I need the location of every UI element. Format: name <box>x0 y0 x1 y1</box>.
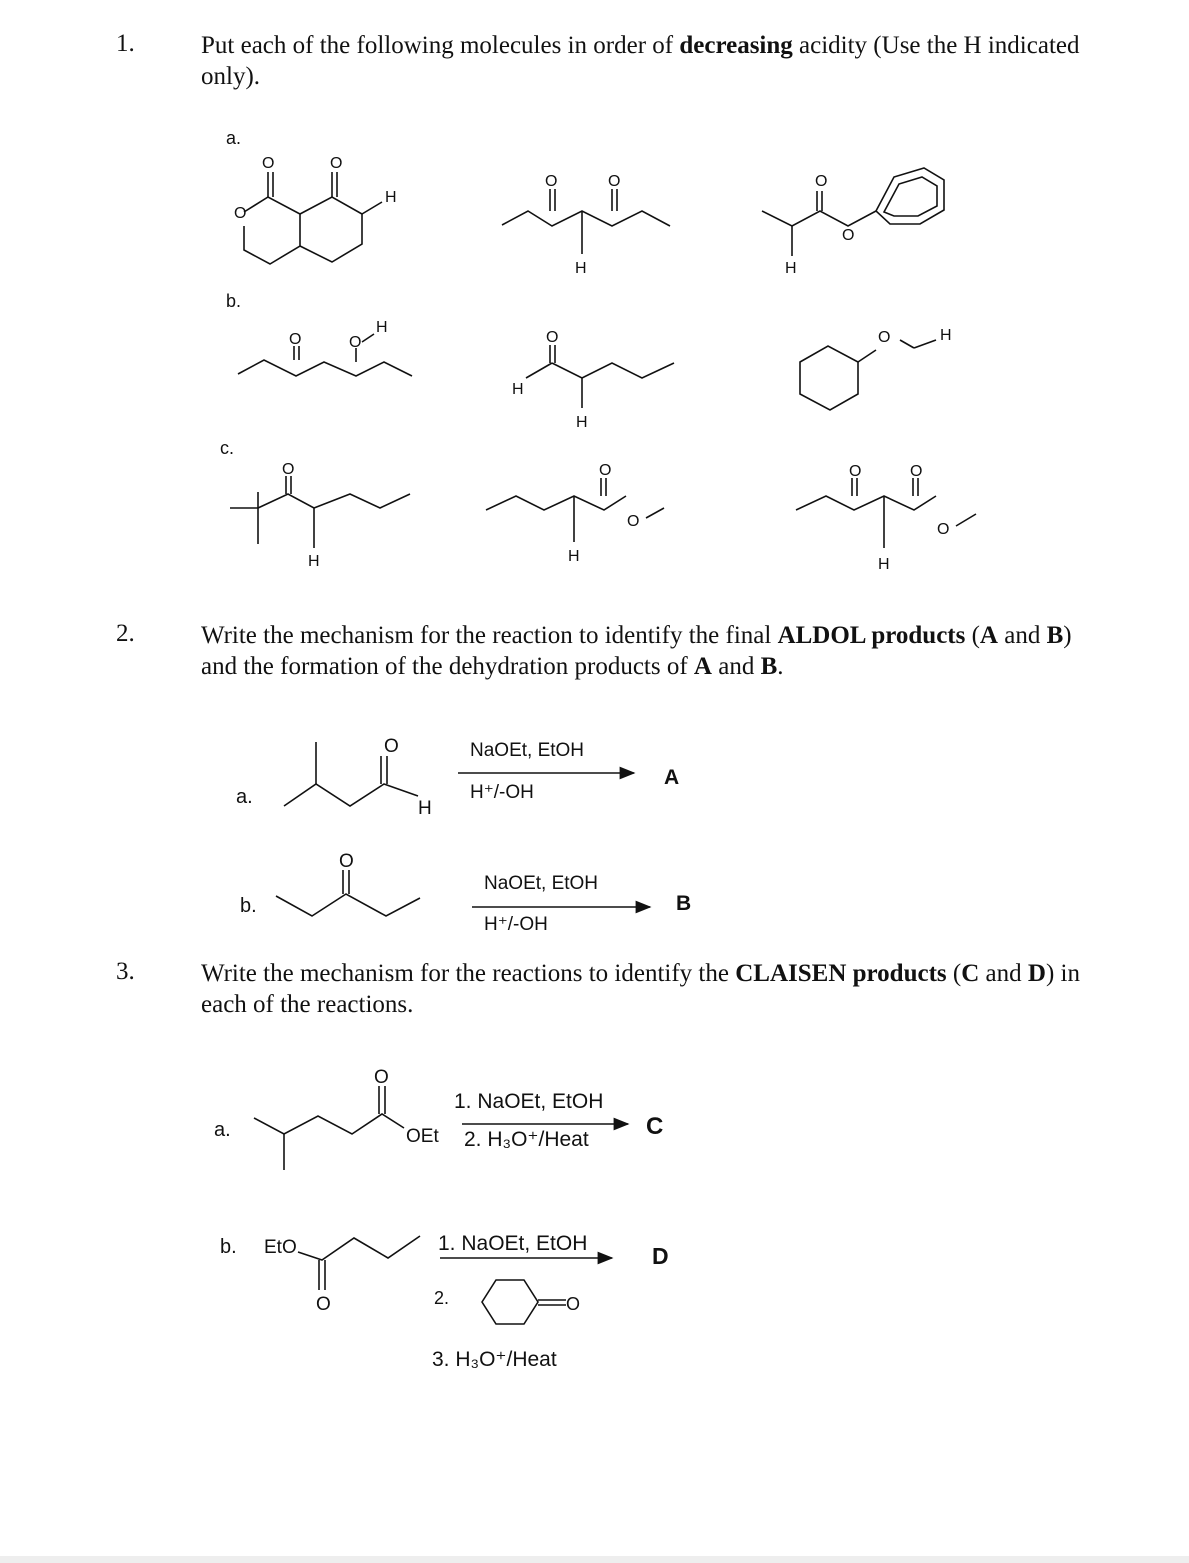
question-3-number: 3. <box>116 958 135 985</box>
q1a-m1-oxo-2: O <box>330 155 343 172</box>
q1b-molecule-1 <box>238 319 412 376</box>
q1c-m2-ester-oxygen: O <box>627 513 640 530</box>
q3a-step-2: 2. H₃O⁺/Heat <box>464 1128 589 1151</box>
q2a-reagent-top: NaOEt, EtOH <box>470 740 585 761</box>
q2b-reagent-top: NaOEt, EtOH <box>484 873 599 894</box>
q3b-cyclohexanone <box>482 1280 580 1324</box>
q1a-molecule-1 <box>234 155 397 264</box>
q1c-m2-oxo: O <box>599 462 612 479</box>
q3a-ester <box>254 1067 439 1170</box>
q3a-oxo: O <box>374 1067 389 1088</box>
q1c-m3-hydrogen: H <box>878 556 890 573</box>
q1b-m2-alpha-hydrogen: H <box>576 414 588 431</box>
q2b-reagent-bottom: H⁺/-OH <box>484 914 548 935</box>
q2a-reagent-bottom: H⁺/-OH <box>470 782 534 803</box>
q3a-oet: OEt <box>406 1126 439 1147</box>
q1b-m1-hydroxyl-oxygen: O <box>349 334 362 351</box>
q3-label-b: b. <box>220 1236 237 1258</box>
q2a-hydrogen: H <box>418 798 432 819</box>
q1c-m2-hydrogen: H <box>568 548 580 565</box>
q1b-molecule-2 <box>512 329 674 431</box>
q1c-m3-oxo-1: O <box>849 463 862 480</box>
q3b-step-3: 3. H₃O⁺/Heat <box>432 1348 557 1371</box>
q3a-step-1: 1. NaOEt, EtOH <box>454 1090 604 1113</box>
q1a-m2-oxo-1: O <box>545 173 558 190</box>
q1a-m1-hydrogen: H <box>385 189 397 206</box>
q1c-m1-oxo: O <box>282 461 295 478</box>
q3b-step-1: 1. NaOEt, EtOH <box>438 1232 588 1255</box>
question-2-number: 2. <box>116 620 135 647</box>
question-1-number: 1. <box>116 30 135 57</box>
q2-product-b: B <box>676 892 692 915</box>
question-2-text: Write the mechanism for the reaction to identify the final ALDOL products (A and B) and the formation of the dehydration products of A and B. <box>201 622 1072 680</box>
q1b-m1-hydrogen: H <box>376 319 388 336</box>
q2b-oxo: O <box>339 851 354 872</box>
q3b-cyclohexanone-oxo: O <box>566 1294 581 1314</box>
q1-row-label-b: b. <box>226 291 242 311</box>
q1b-m3-hydrogen: H <box>940 327 952 344</box>
q3b-oxo: O <box>316 1294 331 1315</box>
q3-product-c: C <box>646 1113 664 1140</box>
q1a-m3-oxo: O <box>815 173 828 190</box>
q1a-molecule-3 <box>762 168 944 277</box>
q1a-m3-ester-oxygen: O <box>842 227 855 244</box>
q2b-ketone <box>276 851 420 916</box>
q3b-step-2: 2. <box>434 1288 450 1308</box>
q1b-m2-oxo: O <box>546 329 559 346</box>
q1a-m2-oxo-2: O <box>608 173 621 190</box>
q2a-aldehyde <box>284 736 432 819</box>
q3-product-d: D <box>652 1243 669 1269</box>
page-bottom-edge <box>0 1556 1189 1563</box>
q3b-eto: EtO <box>264 1237 297 1258</box>
q1b-m1-oxo: O <box>289 331 302 348</box>
q1a-m3-hydrogen: H <box>785 260 797 277</box>
q1c-molecule-1 <box>230 461 410 570</box>
q1a-m2-hydrogen: H <box>575 260 587 277</box>
q1c-molecule-2 <box>486 462 664 565</box>
q2-product-a: A <box>664 766 680 789</box>
q2-label-a: a. <box>236 786 253 808</box>
q3-label-a: a. <box>214 1119 231 1141</box>
q1c-m3-ester-oxygen: O <box>937 521 950 538</box>
q1-row-label-c: c. <box>220 438 235 458</box>
q1b-m3-oxygen: O <box>878 329 891 346</box>
q2a-oxo: O <box>384 736 399 757</box>
q1c-m3-oxo-2: O <box>910 463 923 480</box>
q3b-ester <box>264 1236 420 1315</box>
q1b-m2-aldehyde-hydrogen: H <box>512 381 524 398</box>
q1a-m1-oxo-1: O <box>262 155 275 172</box>
q1a-molecule-2 <box>502 173 670 277</box>
q1c-m1-hydrogen: H <box>308 553 320 570</box>
question-3-text: Write the mechanism for the reactions to identify the CLAISEN products (C and D) in each of the reactions. <box>201 960 1080 1018</box>
q1b-molecule-3 <box>800 327 952 410</box>
q2-label-b: b. <box>240 895 257 917</box>
question-1-text: Put each of the following molecules in order of decreasing acidity (Use the H indicated only). <box>201 32 1080 90</box>
q1a-m1-ring-oxygen: O <box>234 205 247 222</box>
q1c-molecule-3 <box>796 463 976 573</box>
q1-row-label-a: a. <box>226 128 242 148</box>
